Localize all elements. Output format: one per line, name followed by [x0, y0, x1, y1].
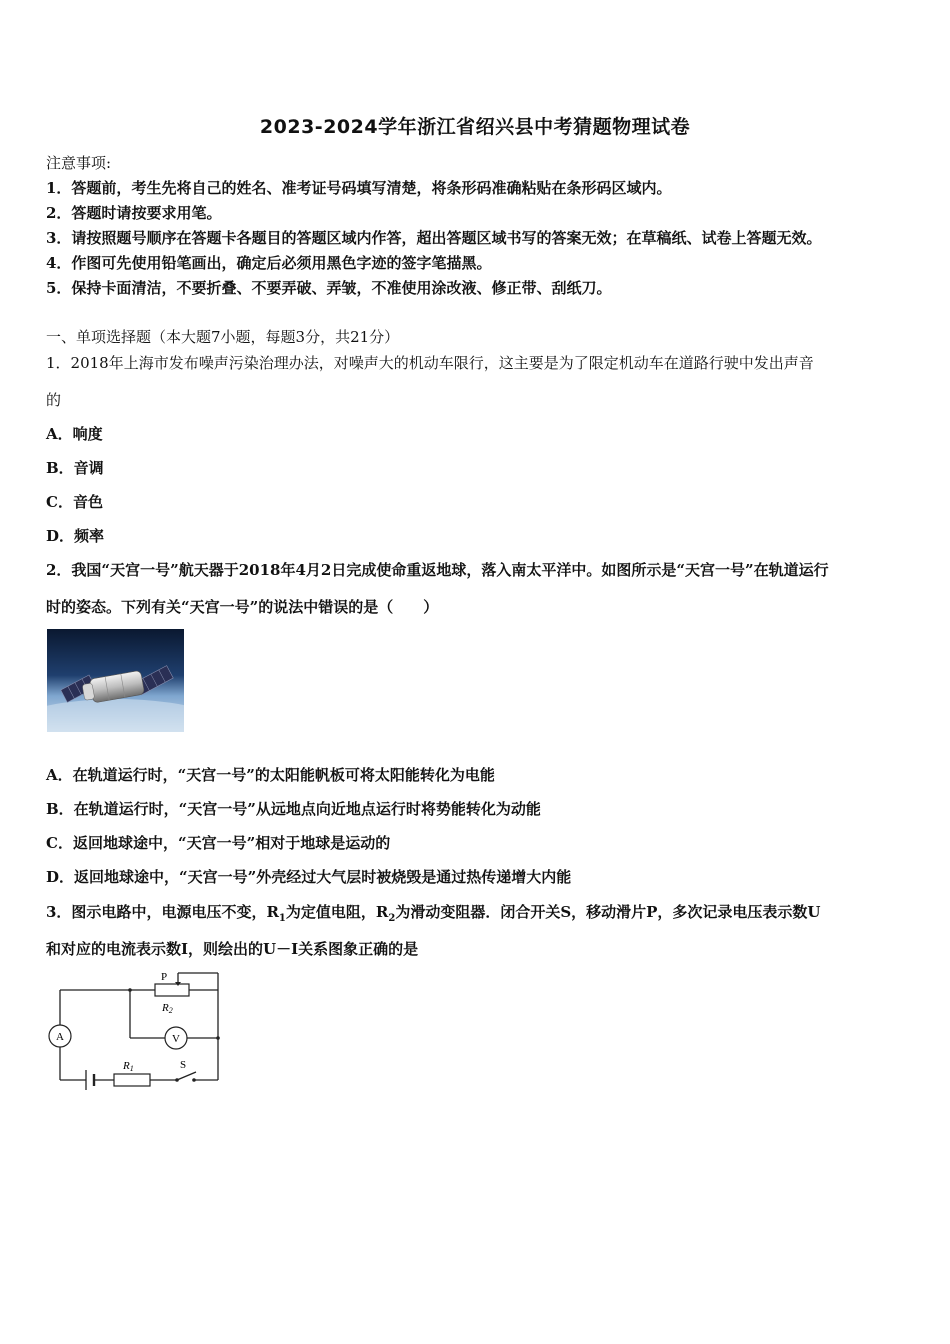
q3-stem-line1: 3．图示电路中，电源电压不变，$R_1$为定值电阻，$R_2$为滑动变阻器．闭合开关S，移动滑片P，多次记录电压表示数U: [46, 903, 821, 924]
ammeter-icon: [49, 1025, 71, 1047]
q2-option-b: B．在轨道运行时，“天宫一号”从远地点向近地点运行时将势能转化为动能: [46, 800, 541, 818]
q1-option-b: B．音调: [46, 459, 104, 477]
notice-item-5: 5．保持卡面清洁，不要折叠、不要弄破、弄皱，不准使用涂改液、修正带、刮纸刀。: [46, 279, 612, 297]
notice-heading: 注意事项:: [46, 154, 112, 172]
page-title: 2023-2024学年浙江省绍兴县中考猜题物理试卷: [259, 116, 691, 138]
q3-stem-line2: 和对应的电流表示数I，则绘出的U－I关系图象正确的是: [46, 940, 419, 958]
q2-option-d: D．返回地球途中，“天宫一号”外壳经过大气层时被烧毁是通过热传递增大内能: [46, 868, 572, 886]
voltmeter-icon: [165, 1027, 187, 1049]
r1-label: R1: [123, 1060, 134, 1073]
battery-icon: [86, 1070, 94, 1090]
section-heading: 一、单项选择题（本大题7小题，每题3分，共21分）: [46, 328, 400, 346]
rheostat-r2: [155, 982, 189, 996]
notice-item-3: 3．请按照题号顺序在答题卡各题目的答题区域内作答，超出答题区域书写的答案无效；在草稿纸、试卷上答题无效。: [46, 229, 822, 247]
q2-stem-line2: 时的姿态。下列有关“天宫一号”的说法中错误的是（ ）: [46, 598, 439, 616]
tiangong-spacecraft-image: [47, 629, 184, 732]
slider-label: P: [161, 971, 168, 983]
svg-text:V: V: [172, 1033, 180, 1045]
svg-text:A: A: [56, 1031, 64, 1043]
notice-item-4: 4．作图可先使用铅笔画出，确定后必须用黑色字迹的签字笔描黑。: [46, 254, 492, 272]
q1-option-c: C．音色: [46, 493, 103, 511]
q1-stem-line1: 1．2018年上海市发布噪声污染治理办法，对噪声大的机动车限行，这主要是为了限定机动车在道路行驶中发出声音: [46, 354, 814, 372]
q2-option-a: A．在轨道运行时，“天宫一号”的太阳能帆板可将太阳能转化为电能: [46, 766, 495, 784]
r2-label: R2: [162, 1002, 173, 1015]
q2-stem-line1: 2．我国“天宫一号”航天器于2018年4月2日完成使命重返地球，落入南太平洋中。如图所示是“天宫一号”在轨道运行: [46, 561, 829, 579]
notice-item-2: 2．答题时请按要求用笔。: [46, 204, 222, 222]
q2-option-c: C．返回地球途中，“天宫一号”相对于地球是运动的: [46, 834, 391, 852]
circuit-diagram: [44, 968, 228, 1098]
switch-label: S: [180, 1059, 187, 1071]
notice-item-1: 1．答题前，考生先将自己的姓名、准考证号码填写清楚，将条形码准确粘贴在条形码区域内。: [46, 179, 672, 197]
switch-icon: [175, 1072, 196, 1082]
q1-option-d: D．频率: [46, 527, 105, 545]
resistor-r1: [114, 1074, 150, 1086]
q1-option-a: A．响度: [46, 425, 103, 443]
q1-stem-line2: 的: [46, 391, 62, 409]
